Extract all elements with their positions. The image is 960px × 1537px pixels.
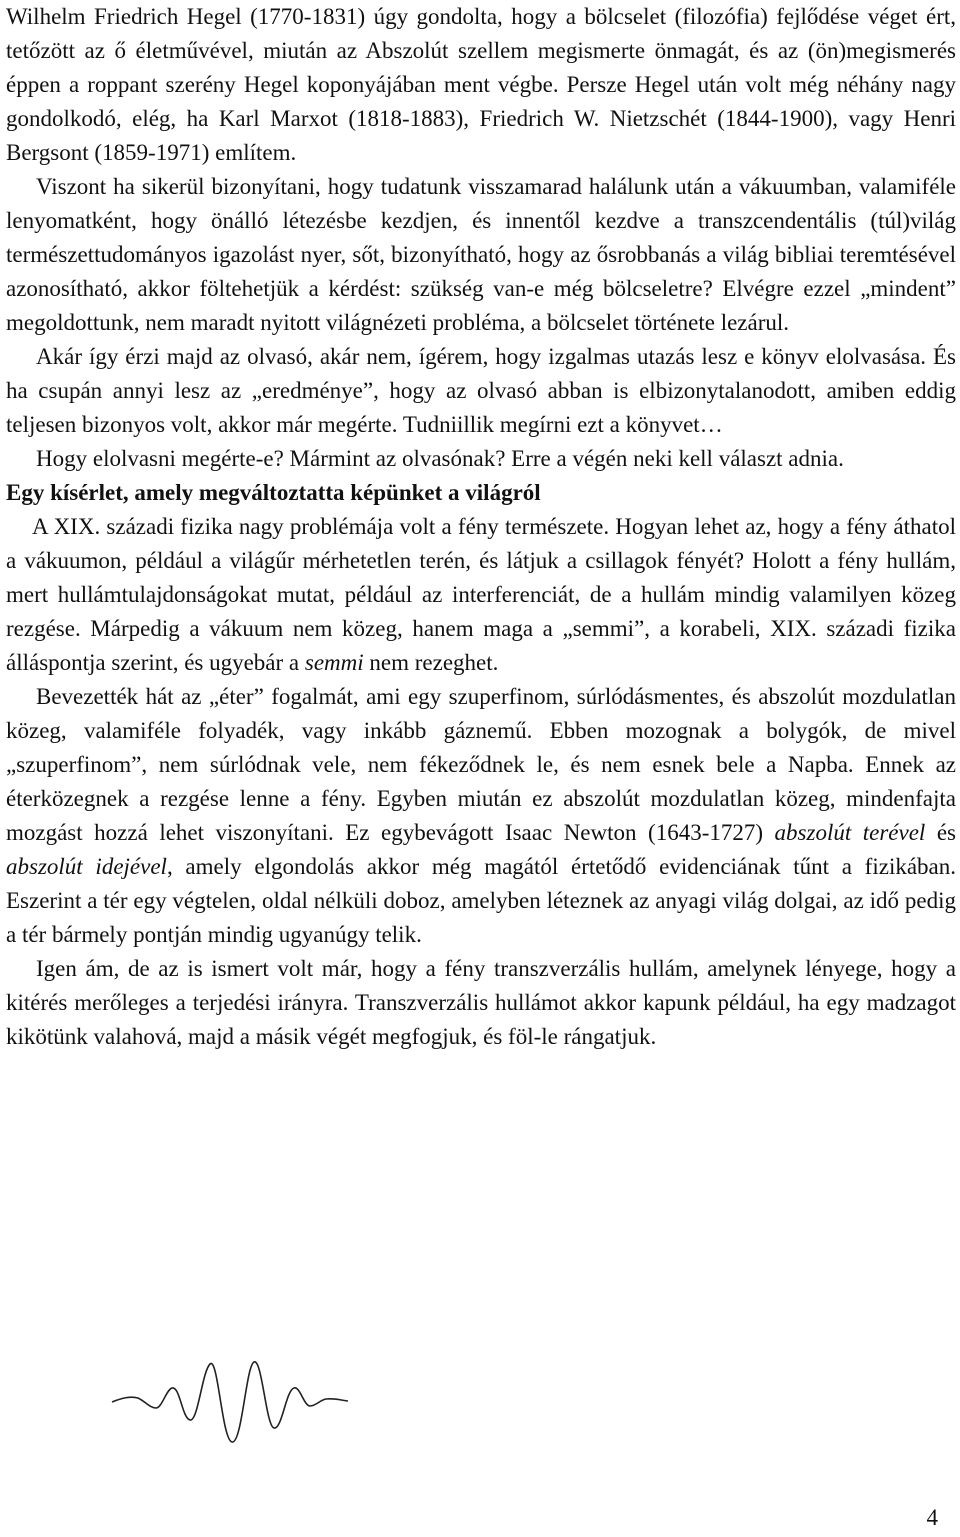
text-segment: nem rezeghet.: [363, 650, 499, 675]
emphasis-text: abszolút idejével: [6, 854, 167, 879]
text-segment: , amely elgondolás akkor még magától értetődő evidenciának tűnt a fizikában. Eszerint a tér egy végtelen, oldal nélküli doboz, amelyben léteznek az anyagi világ dolgai, az idő pedig a tér bármely pontján mindig ugyanúgy telik.: [6, 854, 956, 947]
emphasis-text: semmi: [304, 650, 364, 675]
wave-illustration: [110, 1352, 350, 1447]
document-page: [6, 0, 956, 1054]
text-segment: A XIX. századi fizika nagy problémája volt a fény természete. Hogyan lehet az, hogy a fény áthatol a vákuumon, például a világűr mérhetetlen terén, és látjuk a csillagok fényét? Holott a fény hullám, mert hullámtulajdonságokat mutat, például az interferenciát, de a hullám mindig valamilyen közeg rezgése. Márpedig a vákuum nem közeg, hanem maga a „semmi”, a korabeli, XIX. századi fizika álláspontja szerint, és ugyebár a: [6, 514, 956, 675]
text-segment: és: [925, 820, 957, 845]
paragraph-hegel: Wilhelm Friedrich Hegel (1770-1831) úgy gondolta, hogy a bölcselet (filozófia) fejlődése véget ért, tetőzött az ő életművével, miután az Abszolút szellem megismerte önmagát, és az (ön)megismerés éppen a roppant szerény Hegel koponyájában ment végbe. Persze Hegel után volt még néhány nagy gondolkodó, elég, ha Karl Marxot (1818-1883), Friedrich W. Nietzschét (1844-1900), vagy Henri Bergsont (1859-1971) említem.: [6, 4, 956, 165]
paragraph-reader: Akár így érzi majd az olvasó, akár nem, ígérem, hogy izgalmas utazás lesz e könyv elolvasása. És ha csupán annyi lesz az „eredménye”, hogy az olvasó abban is elbizonytalanodott, amiben eddig teljesen bizonyos volt, akkor már megérte. Tudniillik megírni ezt a könyvet…: [6, 344, 956, 437]
page-number: 4: [926, 1505, 938, 1530]
emphasis-text: abszolút terével: [774, 820, 926, 845]
paragraph-consciousness: Viszont ha sikerül bizonyítani, hogy tudatunk visszamarad halálunk után a vákuumban, valamiféle lenyomatként, hogy önálló létezésbe kezdjen, és innentől kezdve a transzcendentális (túl)világ természettudományos igazolást nyer, sőt, bizonyítható, hogy az ősrobbanás a világ bibliai teremtésével azonosítható, akkor föltehetjük a kérdést: szükség van-e még bölcseletre? Elvégre ezzel „mindent” megoldottunk, nem maradt nyitott világnézeti probléma, a bölcselet története lezárul.: [6, 174, 956, 335]
paragraph-question: Hogy elolvasni megérte-e? Mármint az olvasónak? Erre a végén neki kell választ adnia.: [36, 446, 844, 471]
paragraph-light-problem: [6, 510, 956, 680]
section-heading: Egy kísérlet, amely megváltoztatta képünket a világról: [6, 480, 541, 505]
paragraph-transverse-wave: Igen ám, de az is ismert volt már, hogy a fény transzverzális hullám, amelynek lényege, hogy a kitérés merőleges a terjedési irányra. Transzverzális hullámot akkor kapunk például, ha egy madzagot kikötünk valahová, majd a másik végét megfogjuk, és föl-le rángatjuk.: [6, 956, 956, 1049]
paragraph-ether: [6, 680, 956, 952]
text-segment: Bevezették hát az „éter” fogalmát, ami egy szuperfinom, súrlódásmentes, és abszolút mozdulatlan közeg, valamiféle folyadék, vagy inkább gáznemű. Ebben mozognak a bolygók, de mivel „szuperfinom”, nem súrlódnak vele, nem fékeződnek le, és nem esnek bele a Napba. Ennek az éterközegnek a rezgése lenne a fény. Egyben miután ez abszolút mozdulatlan közeg, mindenfajta mozgást hozzá lehet viszonyítani. Ez egybevágott Isaac Newton (1643-1727): [6, 684, 956, 845]
